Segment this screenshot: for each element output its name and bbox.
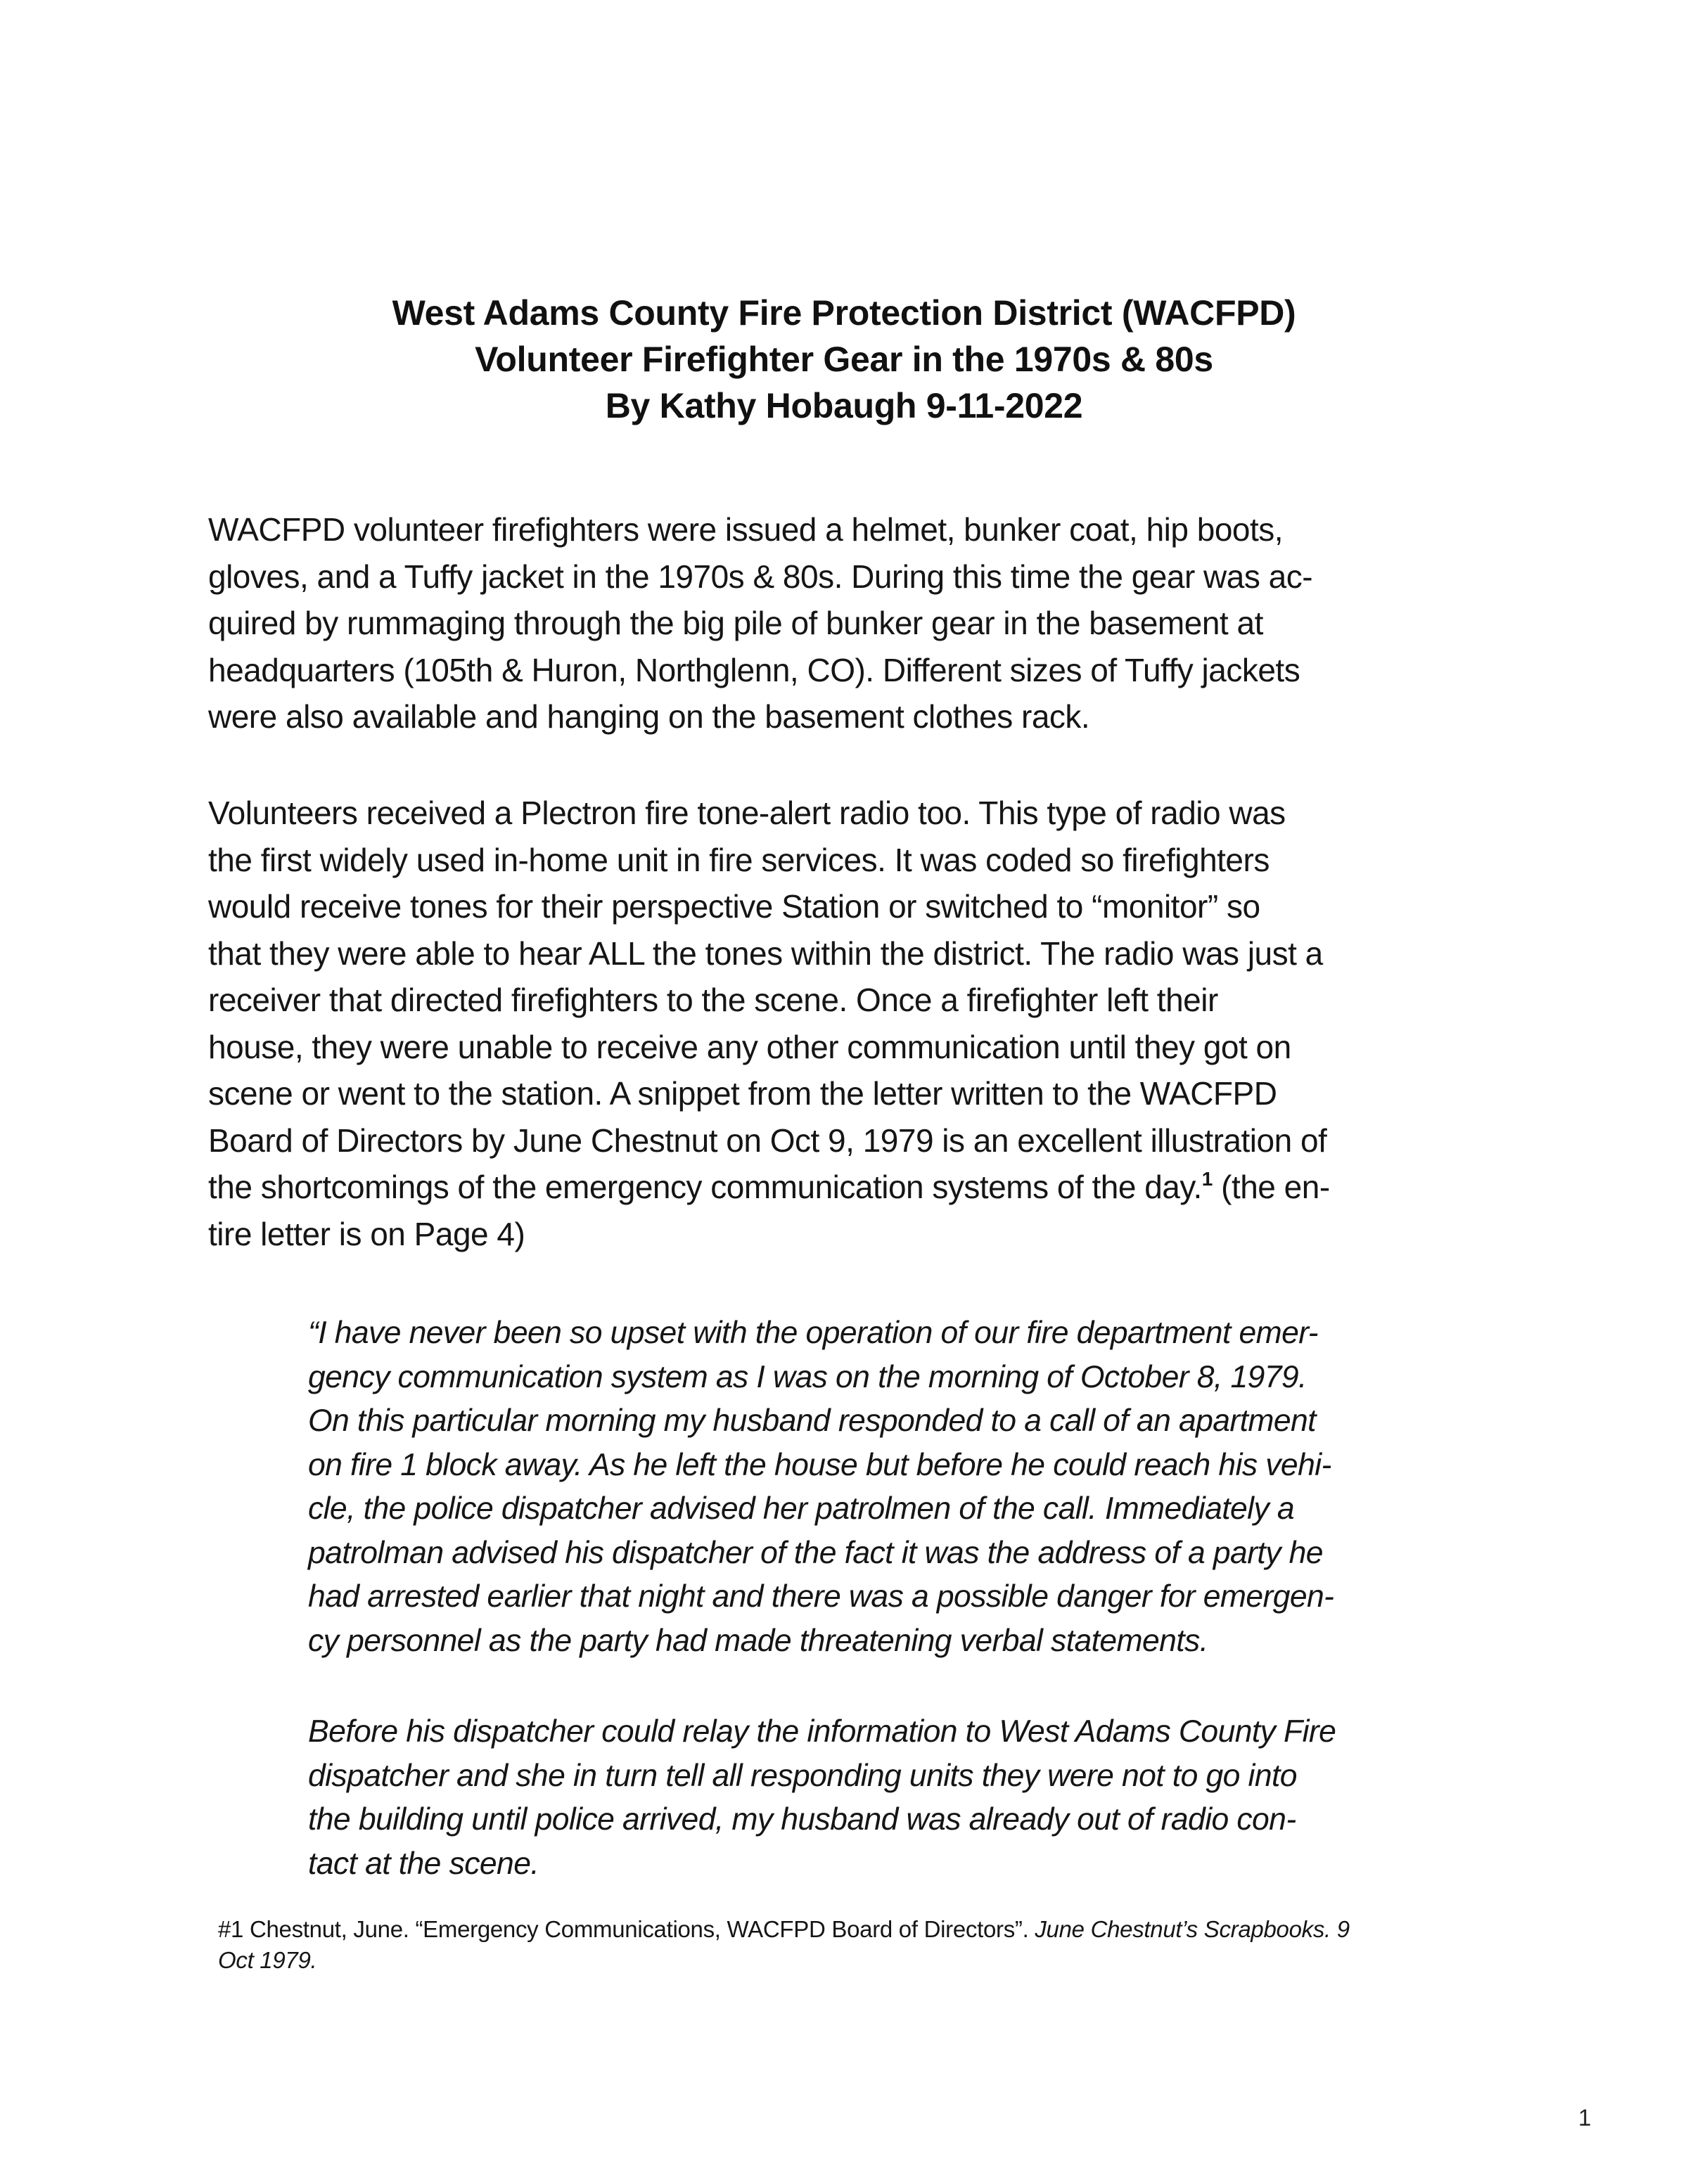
page-number: 1 xyxy=(1578,2105,1592,2131)
text-line-with-footnote-ref xyxy=(208,1164,1495,1211)
quote-line: the building until police arrived, my husband was already out of radio con- xyxy=(308,1802,1296,1837)
footnote-line xyxy=(218,1914,1484,1945)
quote-line: cy personnel as the party had made threatening verbal statements. xyxy=(308,1623,1208,1658)
text-line: gloves, and a Tuffy jacket in the 1970s & 80s. During this time the gear was ac- xyxy=(208,558,1313,595)
footnote-line xyxy=(218,1945,1484,1976)
text-line: quired by rummaging through the big pile of bunker gear in the basement at xyxy=(208,605,1263,641)
text-line: house, they were unable to receive any other communication until they got on xyxy=(208,1028,1291,1065)
text-line: the first widely used in-home unit in fire services. It was coded so firefighters xyxy=(208,841,1270,878)
text-line: scene or went to the station. A snippet from the letter written to the WACFPD xyxy=(208,1075,1277,1112)
text-line: were also available and hanging on the basement clothes rack. xyxy=(208,698,1090,735)
paragraph-plectron-radio xyxy=(208,790,1495,1257)
text-segment: the shortcomings of the emergency communication systems of the day. xyxy=(208,1169,1202,1205)
footnote xyxy=(218,1914,1484,1976)
text-line: receiver that directed firefighters to the scene. Once a firefighter left their xyxy=(208,982,1218,1018)
quote-line: cle, the police dispatcher advised her patrolmen of the call. Immediately a xyxy=(308,1491,1295,1526)
paragraph-gear xyxy=(208,506,1495,740)
text-line: that they were able to hear ALL the tones within the district. The radio was just a xyxy=(208,934,1323,972)
quote-line: patrolman advised his dispatcher of the fact it was the address of a party he xyxy=(308,1535,1323,1570)
quote-line: tact at the scene. xyxy=(308,1846,539,1881)
footnote-citation: #1 Chestnut, June. “Emergency Communications, WACFPD Board of Directors”. xyxy=(218,1916,1035,1942)
quote-line: had arrested earlier that night and there was a possible danger for emergen- xyxy=(308,1579,1334,1614)
byline: By Kathy Hobaugh 9-11-2022 xyxy=(605,386,1083,425)
footnote-source-title: June Chestnut’s Scrapbooks. 9 xyxy=(1035,1916,1350,1942)
footnote-source-date: Oct 1979. xyxy=(218,1947,317,1973)
title-line-organization: West Adams County Fire Protection District (WACFPD) xyxy=(392,293,1296,333)
quote-line: Before his dispatcher could relay the information to West Adams County Fire xyxy=(308,1714,1336,1749)
block-quote-letter-part-2 xyxy=(308,1710,1447,1886)
quote-line: “I have never been so upset with the operation of our fire department emer- xyxy=(308,1316,1318,1350)
text-line: Volunteers received a Plectron fire tone-alert radio too. This type of radio was xyxy=(208,795,1286,831)
quote-line: on fire 1 block away. As he left the house but before he could reach his vehi- xyxy=(308,1447,1331,1482)
text-segment: (the en- xyxy=(1212,1169,1330,1205)
text-line: headquarters (105th & Huron, Northglenn, CO). Different sizes of Tuffy jackets xyxy=(208,651,1300,688)
text-line: would receive tones for their perspective Station or switched to “monitor” so xyxy=(208,888,1260,925)
quote-line: dispatcher and she in turn tell all responding units they were not to go into xyxy=(308,1758,1297,1793)
text-line: Board of Directors by June Chestnut on Oct 9, 1979 is an excellent illustration of xyxy=(208,1122,1327,1159)
quote-line: On this particular morning my husband responded to a call of an apartment xyxy=(308,1403,1316,1438)
block-quote-letter-part-1 xyxy=(308,1311,1447,1663)
quote-line: gency communication system as I was on the morning of October 8, 1979. xyxy=(308,1359,1307,1394)
text-line: tire letter is on Page 4) xyxy=(208,1215,525,1252)
document-title xyxy=(0,290,1688,429)
text-line: WACFPD volunteer firefighters were issued a helmet, bunker coat, hip boots, xyxy=(208,511,1284,548)
title-line-subject: Volunteer Firefighter Gear in the 1970s & 80s xyxy=(475,340,1213,379)
footnote-reference: 1 xyxy=(1201,1168,1213,1190)
